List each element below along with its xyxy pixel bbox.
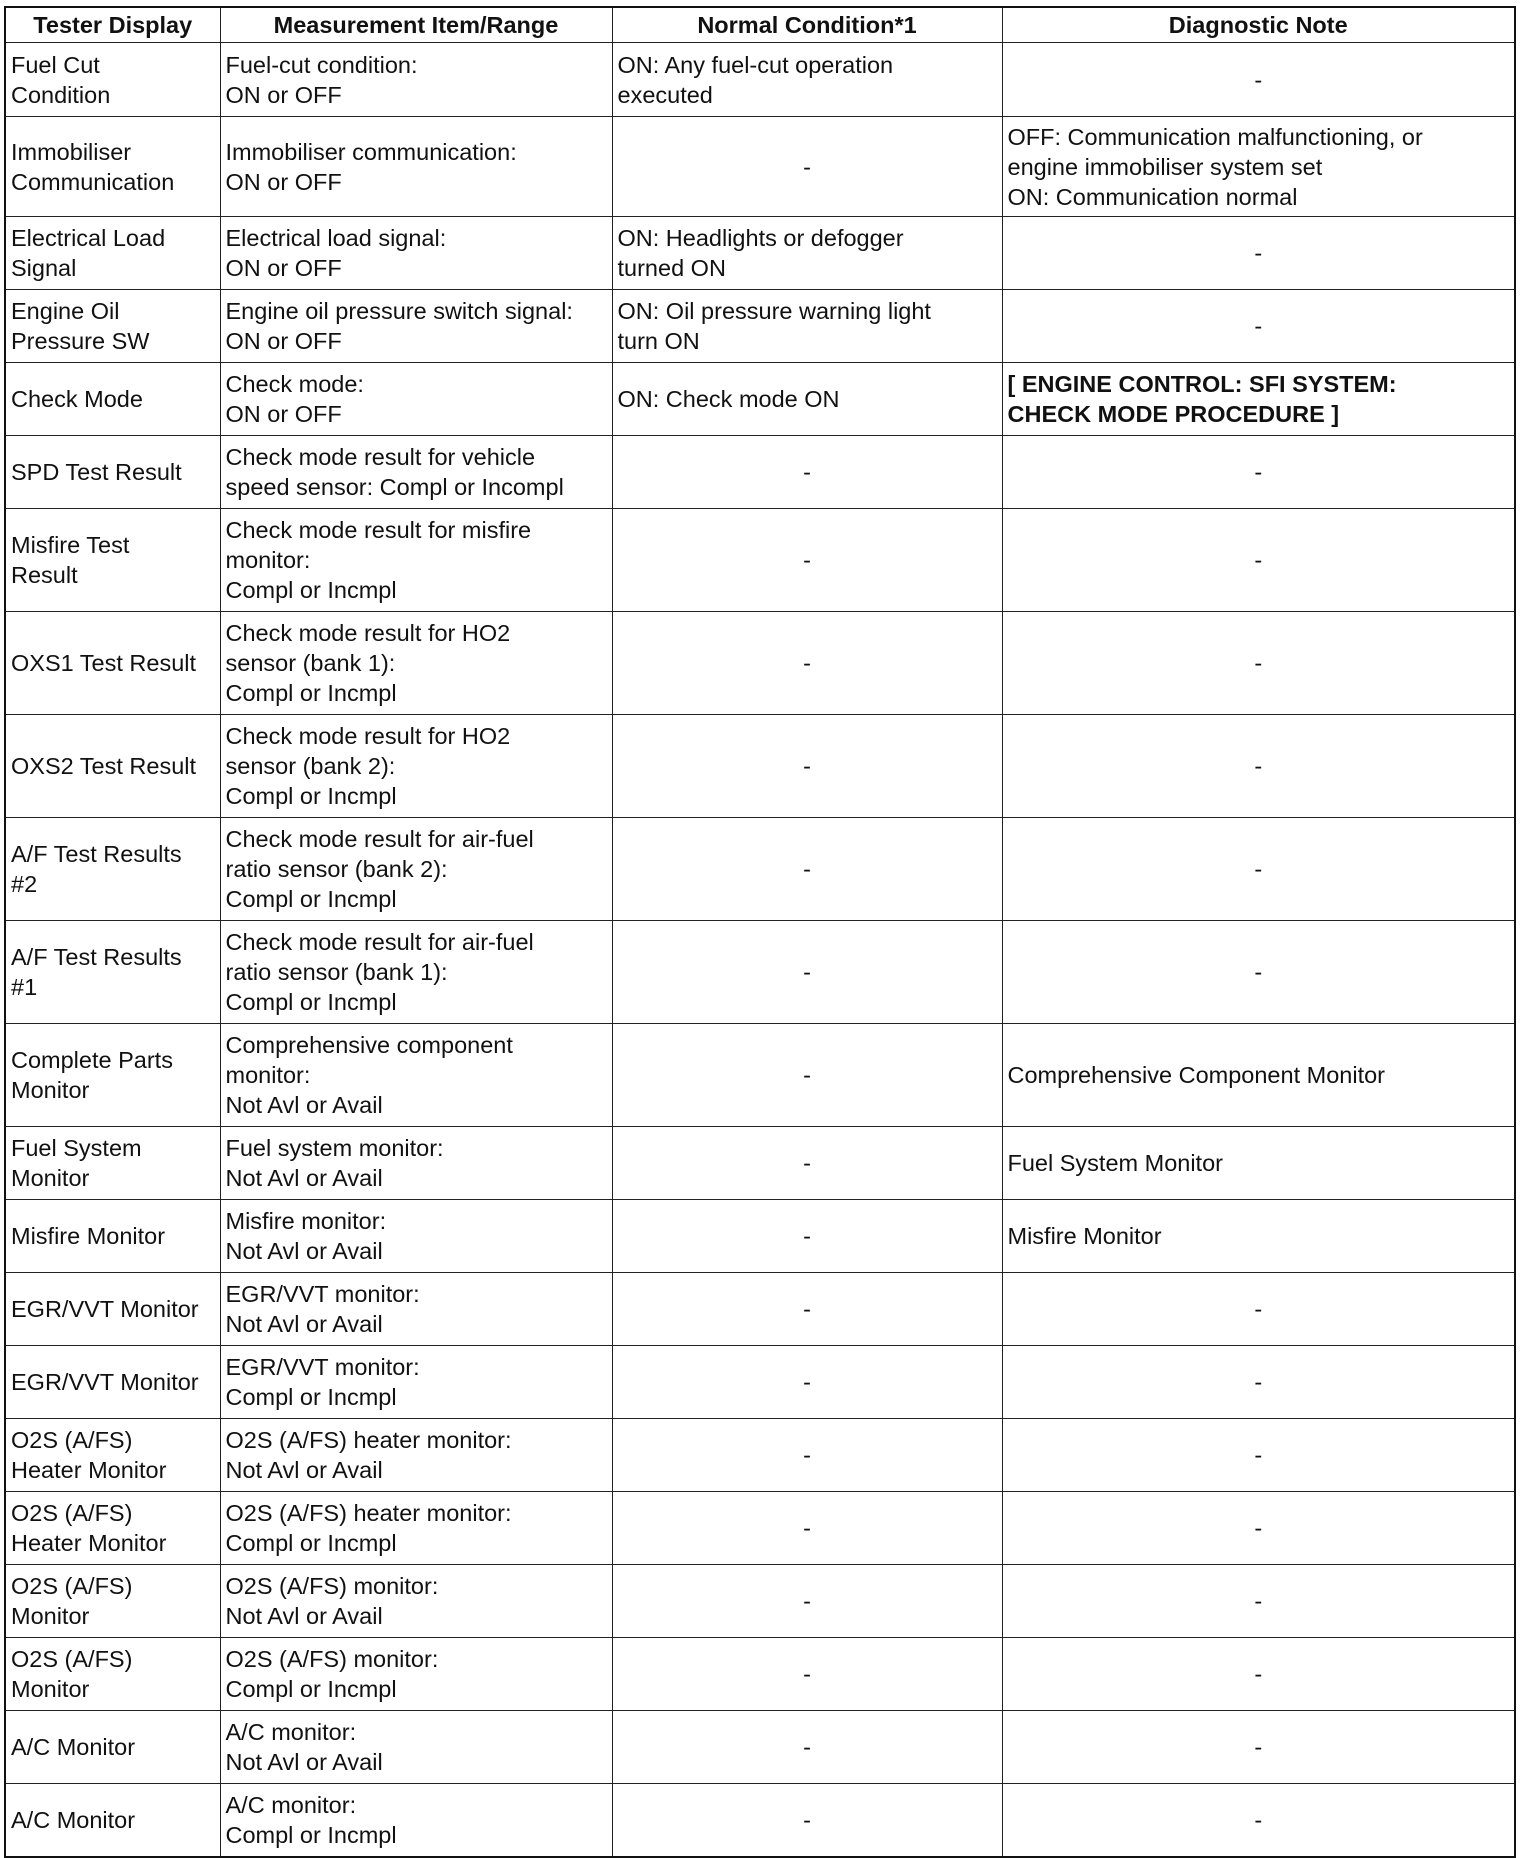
cell-tester-display: EGR/VVT Monitor [5,1273,220,1346]
cell-normal-condition: - [612,1711,1002,1784]
cell-normal-condition: - [612,1346,1002,1419]
cell-diagnostic-note: - [1002,1711,1515,1784]
cell-normal-condition: - [612,1200,1002,1273]
table-row [5,1784,1515,1857]
cell-diagnostic-note: - [1002,1492,1515,1565]
cell-measurement-item: O2S (A/FS) heater monitor: Not Avl or Avail [220,1419,612,1492]
cell-normal-condition: - [612,436,1002,509]
table-row [5,363,1515,436]
cell-tester-display: A/C Monitor [5,1711,220,1784]
cell-tester-display: A/F Test Results #2 [5,818,220,921]
cell-tester-display: Immobiliser Communication [5,117,220,217]
cell-tester-display: O2S (A/FS) Heater Monitor [5,1492,220,1565]
cell-normal-condition: - [612,1273,1002,1346]
cell-measurement-item: Fuel system monitor: Not Avl or Avail [220,1127,612,1200]
header-row [5,7,1515,43]
cell-diagnostic-note: - [1002,1638,1515,1711]
table-row [5,1024,1515,1127]
cell-measurement-item: EGR/VVT monitor: Compl or Incmpl [220,1346,612,1419]
table-row [5,715,1515,818]
cell-measurement-item: Comprehensive component monitor: Not Avl or Avail [220,1024,612,1127]
cell-tester-display: A/C Monitor [5,1784,220,1857]
table-row [5,1346,1515,1419]
table-row [5,1127,1515,1200]
table-row [5,818,1515,921]
table-row [5,117,1515,217]
cell-measurement-item: Check mode result for air-fuel ratio sensor (bank 2): Compl or Incmpl [220,818,612,921]
table-row [5,436,1515,509]
cell-tester-display: Misfire Monitor [5,1200,220,1273]
cell-normal-condition: - [612,1419,1002,1492]
cell-measurement-item: Electrical load signal: ON or OFF [220,217,612,290]
cell-tester-display: O2S (A/FS) Monitor [5,1565,220,1638]
cell-normal-condition: - [612,612,1002,715]
cell-tester-display: O2S (A/FS) Monitor [5,1638,220,1711]
cell-diagnostic-note: - [1002,1784,1515,1857]
cell-diagnostic-note: - [1002,1346,1515,1419]
cell-normal-condition: - [612,1638,1002,1711]
cell-tester-display: OXS2 Test Result [5,715,220,818]
cell-tester-display: A/F Test Results #1 [5,921,220,1024]
cell-normal-condition: - [612,1565,1002,1638]
cell-measurement-item: Immobiliser communication: ON or OFF [220,117,612,217]
cell-diagnostic-note: - [1002,290,1515,363]
cell-measurement-item: Check mode result for HO2 sensor (bank 1): Compl or Incmpl [220,612,612,715]
cell-tester-display: EGR/VVT Monitor [5,1346,220,1419]
cell-normal-condition: - [612,1024,1002,1127]
cell-tester-display: Fuel System Monitor [5,1127,220,1200]
table-row [5,1565,1515,1638]
cell-diagnostic-note-link[interactable]: [ ENGINE CONTROL: SFI SYSTEM: CHECK MODE PROCEDURE ] [1002,363,1515,436]
cell-measurement-item: Engine oil pressure switch signal: ON or OFF [220,290,612,363]
table-row [5,217,1515,290]
cell-diagnostic-note: - [1002,612,1515,715]
table-row [5,1273,1515,1346]
cell-diagnostic-note: - [1002,217,1515,290]
cell-measurement-item: Check mode result for air-fuel ratio sensor (bank 1): Compl or Incmpl [220,921,612,1024]
cell-normal-condition: ON: Headlights or defogger turned ON [612,217,1002,290]
cell-tester-display: O2S (A/FS) Heater Monitor [5,1419,220,1492]
cell-measurement-item: A/C monitor: Compl or Incmpl [220,1784,612,1857]
cell-measurement-item: O2S (A/FS) monitor: Not Avl or Avail [220,1565,612,1638]
cell-diagnostic-note: Misfire Monitor [1002,1200,1515,1273]
cell-tester-display: Misfire Test Result [5,509,220,612]
cell-diagnostic-note: - [1002,818,1515,921]
table-row [5,1638,1515,1711]
cell-normal-condition: - [612,921,1002,1024]
cell-normal-condition: ON: Any fuel-cut operation executed [612,43,1002,117]
header-tester-display: Tester Display [5,7,220,43]
cell-tester-display: Electrical Load Signal [5,217,220,290]
cell-measurement-item: Check mode result for HO2 sensor (bank 2): Compl or Incmpl [220,715,612,818]
cell-diagnostic-note: Comprehensive Component Monitor [1002,1024,1515,1127]
cell-diagnostic-note: OFF: Communication malfunctioning, or engine immobiliser system set ON: Communication normal [1002,117,1515,217]
cell-normal-condition: ON: Oil pressure warning light turn ON [612,290,1002,363]
cell-measurement-item: EGR/VVT monitor: Not Avl or Avail [220,1273,612,1346]
table-row [5,509,1515,612]
cell-normal-condition: - [612,117,1002,217]
table-row [5,1492,1515,1565]
tester-display-table [4,6,1516,1858]
cell-normal-condition: - [612,1784,1002,1857]
cell-normal-condition: - [612,1127,1002,1200]
cell-diagnostic-note: Fuel System Monitor [1002,1127,1515,1200]
cell-measurement-item: A/C monitor: Not Avl or Avail [220,1711,612,1784]
cell-measurement-item: Fuel-cut condition: ON or OFF [220,43,612,117]
cell-measurement-item: O2S (A/FS) heater monitor: Compl or Incmpl [220,1492,612,1565]
cell-tester-display: Check Mode [5,363,220,436]
cell-diagnostic-note: - [1002,43,1515,117]
cell-tester-display: OXS1 Test Result [5,612,220,715]
table-row [5,1200,1515,1273]
header-diagnostic-note: Diagnostic Note [1002,7,1515,43]
header-normal-condition: Normal Condition*1 [612,7,1002,43]
cell-measurement-item: O2S (A/FS) monitor: Compl or Incmpl [220,1638,612,1711]
cell-measurement-item: Misfire monitor: Not Avl or Avail [220,1200,612,1273]
table-row [5,612,1515,715]
table-row [5,1711,1515,1784]
cell-diagnostic-note: - [1002,436,1515,509]
cell-measurement-item: Check mode result for misfire monitor: Compl or Incmpl [220,509,612,612]
cell-normal-condition: ON: Check mode ON [612,363,1002,436]
cell-normal-condition: - [612,1492,1002,1565]
header-measurement-item: Measurement Item/Range [220,7,612,43]
cell-diagnostic-note: - [1002,1565,1515,1638]
cell-tester-display: SPD Test Result [5,436,220,509]
cell-diagnostic-note: - [1002,1273,1515,1346]
table-row [5,921,1515,1024]
cell-tester-display: Fuel Cut Condition [5,43,220,117]
cell-diagnostic-note: - [1002,509,1515,612]
table-row [5,1419,1515,1492]
table-row [5,290,1515,363]
cell-normal-condition: - [612,715,1002,818]
cell-measurement-item: Check mode result for vehicle speed sensor: Compl or Incompl [220,436,612,509]
cell-diagnostic-note: - [1002,1419,1515,1492]
cell-diagnostic-note: - [1002,715,1515,818]
table-row [5,43,1515,117]
cell-tester-display: Complete Parts Monitor [5,1024,220,1127]
cell-tester-display: Engine Oil Pressure SW [5,290,220,363]
cell-normal-condition: - [612,818,1002,921]
cell-normal-condition: - [612,509,1002,612]
cell-measurement-item: Check mode: ON or OFF [220,363,612,436]
cell-diagnostic-note: - [1002,921,1515,1024]
